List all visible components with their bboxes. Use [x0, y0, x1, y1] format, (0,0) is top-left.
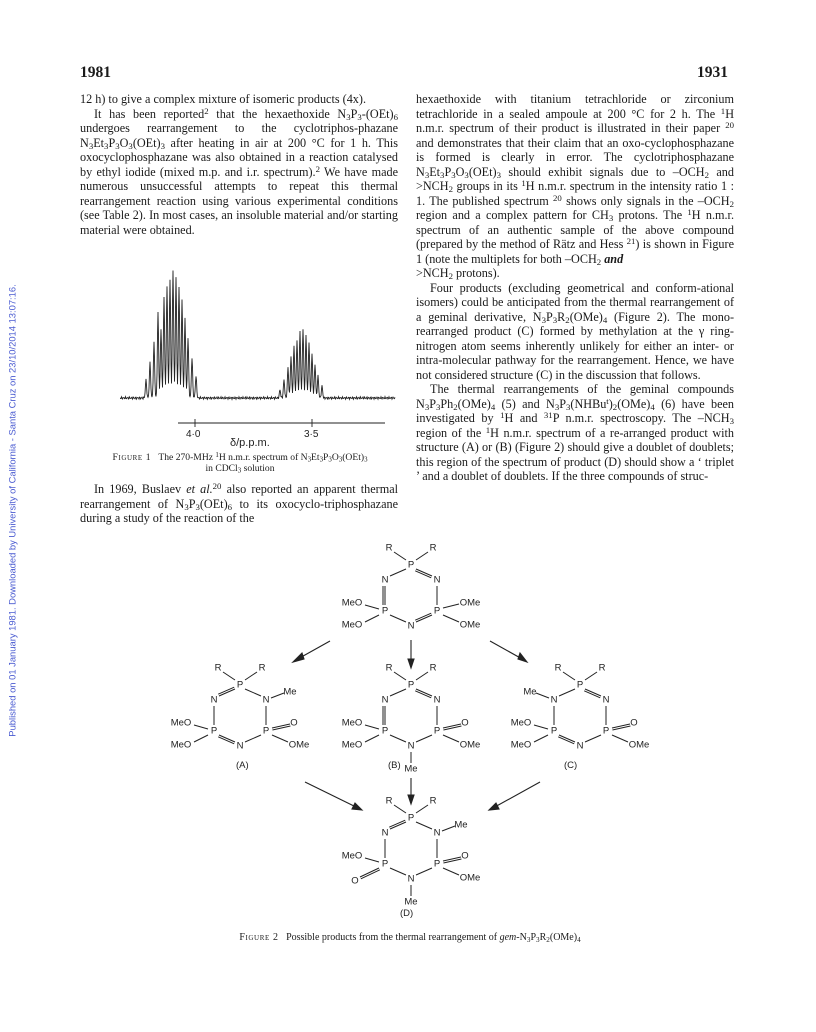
- struct-C-MeO-left-1: MeO: [510, 717, 532, 729]
- right-paragraph-3: The thermal rearrangements of the geminal compounds $N_3P_3Ph_2(OMe)_4$ (5) and $N_3P_3(NHBu^t)_2(OMe)_4$ (6) have been investigated by $^1$H and $^{31}$P n.m.r. spectroscopy. The $-NCH_3$ region of the $^1$H n.m.r. spectrum of a re-arranged product with structure (A) or (B) (Figure 2) should give a doublet of doublets; this region of the spectrum of product (D) should show a ‘ triplet ’ and a doublet of doublets. If the three compounds of struc-: [416, 382, 734, 483]
- struct-B-R-right: R: [429, 662, 437, 674]
- struct-C-bond-P-NL: [559, 689, 575, 696]
- struct-A-N-left: N: [210, 694, 218, 706]
- struct-C-bond-MeO-left-2: [534, 735, 548, 742]
- right-paragraph-2: Four products (excluding geometrical and conform-ational isomers) could be anticipated from the thermal rearrangement of a geminal derivative, $N_3P_3R_2(OMe)_4$ (Figure 2). The mono-rearranged product (C) formed by methylation at the γ ring-nitrogen atom seems inherently unlikely for either an inter- or intra-molecular pathway for the rearrangement. Hence, we have not considered structure (C) in the discussion that follows.: [416, 280, 734, 382]
- struct-A-bond-P-NR: [245, 689, 261, 696]
- nmr-spectrum-figure: [120, 268, 405, 448]
- start-P-top: P: [407, 559, 415, 571]
- left-column-bottom: [80, 482, 398, 526]
- start-P-right: P: [433, 605, 441, 617]
- struct-B-R-left: R: [385, 662, 393, 674]
- struct-D-bond-O-right: [443, 857, 461, 861]
- start-R-right: R: [429, 542, 437, 554]
- left-paragraph-2: It has been reported$^2$ that the hexaethoxide $N_3P_3-(OEt)_6$ undergoes rearrangement to the cyclotriphos-phazane $N_3Et_3P_3O_3(OEt)_3$ after heating in air at 200 °C for 1 h. This oxocyclophosphazane was also obtained in a reaction catalysed by ethyl iodide (mixed m.p. and i.r. spectrum).$^2$ We have made numerous unsuccessful attempts to repeat this thermal rearrangement reaction using various experimental conditions (see Table 2). In most cases, an insoluble material and/or starting material were obtained.: [80, 105, 398, 237]
- struct-C-O-right: O: [630, 717, 638, 729]
- ppm-tick-label-3-5: 3·5: [304, 429, 319, 440]
- struct-C-bond-MeO-left-1: [534, 725, 548, 729]
- start-OMe-right-1: OMe: [459, 597, 481, 609]
- figure-1-label: Figure 1: [112, 452, 152, 463]
- struct-A-P-right: P: [262, 725, 270, 737]
- label-B: (B): [388, 760, 401, 771]
- struct-D-bond-R-left: [394, 805, 406, 813]
- struct-C-bond-R-right: [585, 672, 597, 680]
- struct-B-bond-PL-NB: [390, 735, 406, 742]
- struct-B-O-right: O: [461, 717, 469, 729]
- struct-C-bond-O-right-second: [612, 726, 630, 730]
- struct-D-O-left: O: [351, 875, 359, 887]
- struct-D-N-right: N: [433, 827, 441, 839]
- label-A: (A): [236, 760, 249, 771]
- left-paragraph-3: In 1969, Buslaev et al.$^{20}$ also reported an apparent thermal rearrangement of $N_3P_3(OEt)_6$ to its oxocyclo-triphosphazane during a study of the reaction of the: [80, 481, 398, 525]
- struct-B-N-bottom: N: [407, 740, 415, 752]
- struct-C-bond-R-left: [563, 672, 575, 680]
- struct-C-N-right: N: [602, 694, 610, 706]
- struct-A-bond-R-left: [223, 672, 235, 680]
- struct-A-bond-MeO-left-2: [194, 735, 208, 742]
- struct-C-R-left: R: [554, 662, 562, 674]
- download-notice-text: Published on 01 January 1981. Downloaded by University of California - Santa Cruz on 23/10/2014 13:07:16.: [6, 284, 18, 737]
- start-MeO-left-1: MeO: [341, 597, 363, 609]
- arrow-to-A-head: [293, 653, 304, 662]
- struct-B-bond-R-left: [394, 672, 406, 680]
- struct-D-R-right: R: [429, 795, 437, 807]
- struct-D-N-left: N: [381, 827, 389, 839]
- start-N-left: N: [381, 574, 389, 586]
- struct-A-bond-Me-NR: [271, 693, 284, 698]
- struct-B-bond-R-right: [416, 672, 428, 680]
- struct-B-P-top: P: [407, 679, 415, 691]
- struct-A-P-left: P: [210, 725, 218, 737]
- arrow-C-to-D: [493, 782, 540, 808]
- struct-A-R-left: R: [214, 662, 222, 674]
- struct-C-MeO-left-2: MeO: [510, 739, 532, 751]
- struct-A-R-right: R: [258, 662, 266, 674]
- start-bond-R-left: [394, 552, 406, 560]
- struct-C-P-right: P: [602, 725, 610, 737]
- struct-D-bond-O-left-second: [361, 870, 380, 879]
- struct-B-bond-MeO-left-1: [365, 725, 379, 729]
- start-P-left: P: [381, 605, 389, 617]
- struct-D-bond-MeO-left-1: [365, 858, 379, 862]
- struct-D-P-top: P: [407, 812, 415, 824]
- struct-A-bond-O-right: [272, 724, 290, 728]
- start-R-left: R: [385, 542, 393, 554]
- start-MeO-left-2: MeO: [341, 619, 363, 631]
- struct-A-bond-PR-NB: [245, 735, 261, 742]
- struct-D-bond-PL-NB: [390, 868, 406, 875]
- right-column: [416, 92, 734, 484]
- struct-A-bond-R-right: [245, 672, 257, 680]
- arrow-C-to-D-head: [489, 803, 499, 810]
- rearrangement-scheme: [0, 538, 816, 933]
- start-bond-R-right: [416, 552, 428, 560]
- struct-D-P-left: P: [381, 858, 389, 870]
- struct-C-N-left: N: [550, 694, 558, 706]
- struct-C-R-right: R: [598, 662, 606, 674]
- start-bond-OMe-right-1: [443, 604, 459, 608]
- struct-C-Me-NL: Me: [523, 686, 537, 698]
- struct-D-OMe-right-2: OMe: [459, 872, 481, 884]
- struct-D-bond-O-right-second: [443, 859, 461, 863]
- struct-B-bond-PR-NB: [416, 735, 432, 742]
- struct-D-N-bottom: N: [407, 873, 415, 885]
- struct-A-Me-NR: Me: [283, 686, 297, 698]
- struct-A-bond-MeO-left-1: [194, 725, 208, 729]
- arrow-to-B-head: [408, 659, 414, 668]
- struct-B-bond-P-NL: [390, 689, 406, 696]
- struct-A-N-right: N: [262, 694, 270, 706]
- ppm-tick-label-4-0: 4·0: [186, 429, 201, 440]
- struct-D-Me-NR: Me: [454, 819, 468, 831]
- label-C: (C): [564, 760, 578, 771]
- struct-B-P-left: P: [381, 725, 389, 737]
- struct-B-MeO-left-2: MeO: [341, 739, 363, 751]
- struct-B-Me-NB: Me: [404, 763, 418, 775]
- start-N-right: N: [433, 574, 441, 586]
- struct-D-Me-NB: Me: [404, 896, 418, 908]
- struct-B-N-left: N: [381, 694, 389, 706]
- arrow-A-to-D-head: [352, 803, 362, 810]
- struct-A-MeO-left-2: MeO: [170, 739, 192, 751]
- struct-B-N-right: N: [433, 694, 441, 706]
- struct-B-MeO-left-1: MeO: [341, 717, 363, 729]
- arrow-B-to-D-head: [408, 795, 414, 804]
- right-paragraph-1: hexaethoxide with titanium tetrachloride or zirconium tetrachloride in a sealed ampoule at 200 °C for 2 h. The $^1$H n.m.r. spectrum of their product is illustrated in their paper $^{20}$ and demonstrates that their claim that an oxo-cyclophosphazane is formed is clearly in error. The cyclotriphosphazane $N_3Et_3P_3O_3(OEt)_3$ should exhibit signals due to $-OCH_2$ and $>NCH_2$ groups in its $^1$H n.m.r. spectrum in the intensity ratio 1 : 1. The published spectrum $^{20}$ shows only signals in the $-OCH_2$ region and a complex pattern for $CH_3$ protons. The $^1$H n.m.r. spectrum of an authentic sample of the above compound (prepared by the method of Rätz and Hess $^{21}$) is shown in Figure 1 (note the multiplets for both $-OCH_2$ and $>NCH_2$ protons).: [416, 92, 735, 282]
- start-bond-PL-NB: [390, 615, 406, 622]
- struct-C-OMe-right-2: OMe: [628, 739, 650, 751]
- nmr-spectrum-trace: [120, 271, 395, 400]
- struct-A-OMe-right-2: OMe: [288, 739, 310, 751]
- struct-D-MeO-left-1: MeO: [341, 850, 363, 862]
- struct-B-bond-MeO-left-2: [365, 735, 379, 742]
- struct-B-bond-O-right: [443, 724, 461, 728]
- struct-C-bond-OMe-right-2: [612, 735, 628, 742]
- struct-C-N-bottom: N: [576, 740, 584, 752]
- struct-D-R-left: R: [385, 795, 393, 807]
- struct-B-bond-O-right-second: [443, 726, 461, 730]
- page-number-left: 1981: [80, 64, 111, 81]
- struct-C-bond-Me-NL: [536, 693, 549, 698]
- left-column-top: [80, 92, 398, 237]
- struct-D-bond-Me-NR: [442, 826, 455, 831]
- struct-D-bond-P-NR: [416, 822, 432, 829]
- start-bond-MeO-left-2: [365, 615, 379, 622]
- struct-A-bond-O-right-second: [272, 726, 290, 730]
- start-bond-MeO-left-1: [365, 605, 379, 609]
- figure-2-caption: Figure 2 Possible products from the thermal rearrangement of gem-$N_3P_3R_2(OMe)_4$: [239, 932, 581, 944]
- struct-A-P-top: P: [236, 679, 244, 691]
- start-bond-P-NL: [390, 569, 406, 576]
- struct-A-bond-OMe-right-2: [272, 735, 288, 742]
- struct-A-N-bottom: N: [236, 740, 244, 752]
- struct-D-bond-OMe-right-2: [443, 868, 459, 875]
- struct-D-O-right: O: [461, 850, 469, 862]
- start-OMe-right-2: OMe: [459, 619, 481, 631]
- arrow-A-to-D: [305, 782, 358, 808]
- start-bond-OMe-right-2: [443, 615, 459, 622]
- left-paragraph-1: 12 h) to give a complex mixture of isomeric products (4x).: [80, 92, 366, 106]
- struct-A-O-right: O: [290, 717, 298, 729]
- struct-C-bond-O-right: [612, 724, 630, 728]
- struct-D-bond-R-right: [416, 805, 428, 813]
- ppm-axis-label: δ/p.p.m.: [230, 437, 270, 448]
- struct-A-MeO-left-1: MeO: [170, 717, 192, 729]
- struct-B-OMe-right-2: OMe: [459, 739, 481, 751]
- struct-C-bond-PR-NB: [585, 735, 601, 742]
- page-number-right: 1931: [697, 64, 728, 81]
- figure-2-label: Figure 2: [239, 932, 279, 943]
- start-N-bottom: N: [407, 620, 415, 632]
- arrow-to-C-head: [518, 653, 527, 662]
- struct-B-bond-OMe-right-2: [443, 735, 459, 742]
- figure-1-caption: Figure 1 The 270-MHz $^1$H n.m.r. spectrum of $N_3Et_3P_3O_3(OEt)_3$ in CDCl$_3$ solution: [112, 451, 368, 475]
- struct-D-bond-PR-NB: [416, 868, 432, 875]
- struct-C-P-left: P: [550, 725, 558, 737]
- struct-C-P-top: P: [576, 679, 584, 691]
- label-D: (D): [400, 908, 414, 919]
- struct-D-P-right: P: [433, 858, 441, 870]
- struct-B-P-right: P: [433, 725, 441, 737]
- struct-D-bond-O-left: [360, 868, 379, 877]
